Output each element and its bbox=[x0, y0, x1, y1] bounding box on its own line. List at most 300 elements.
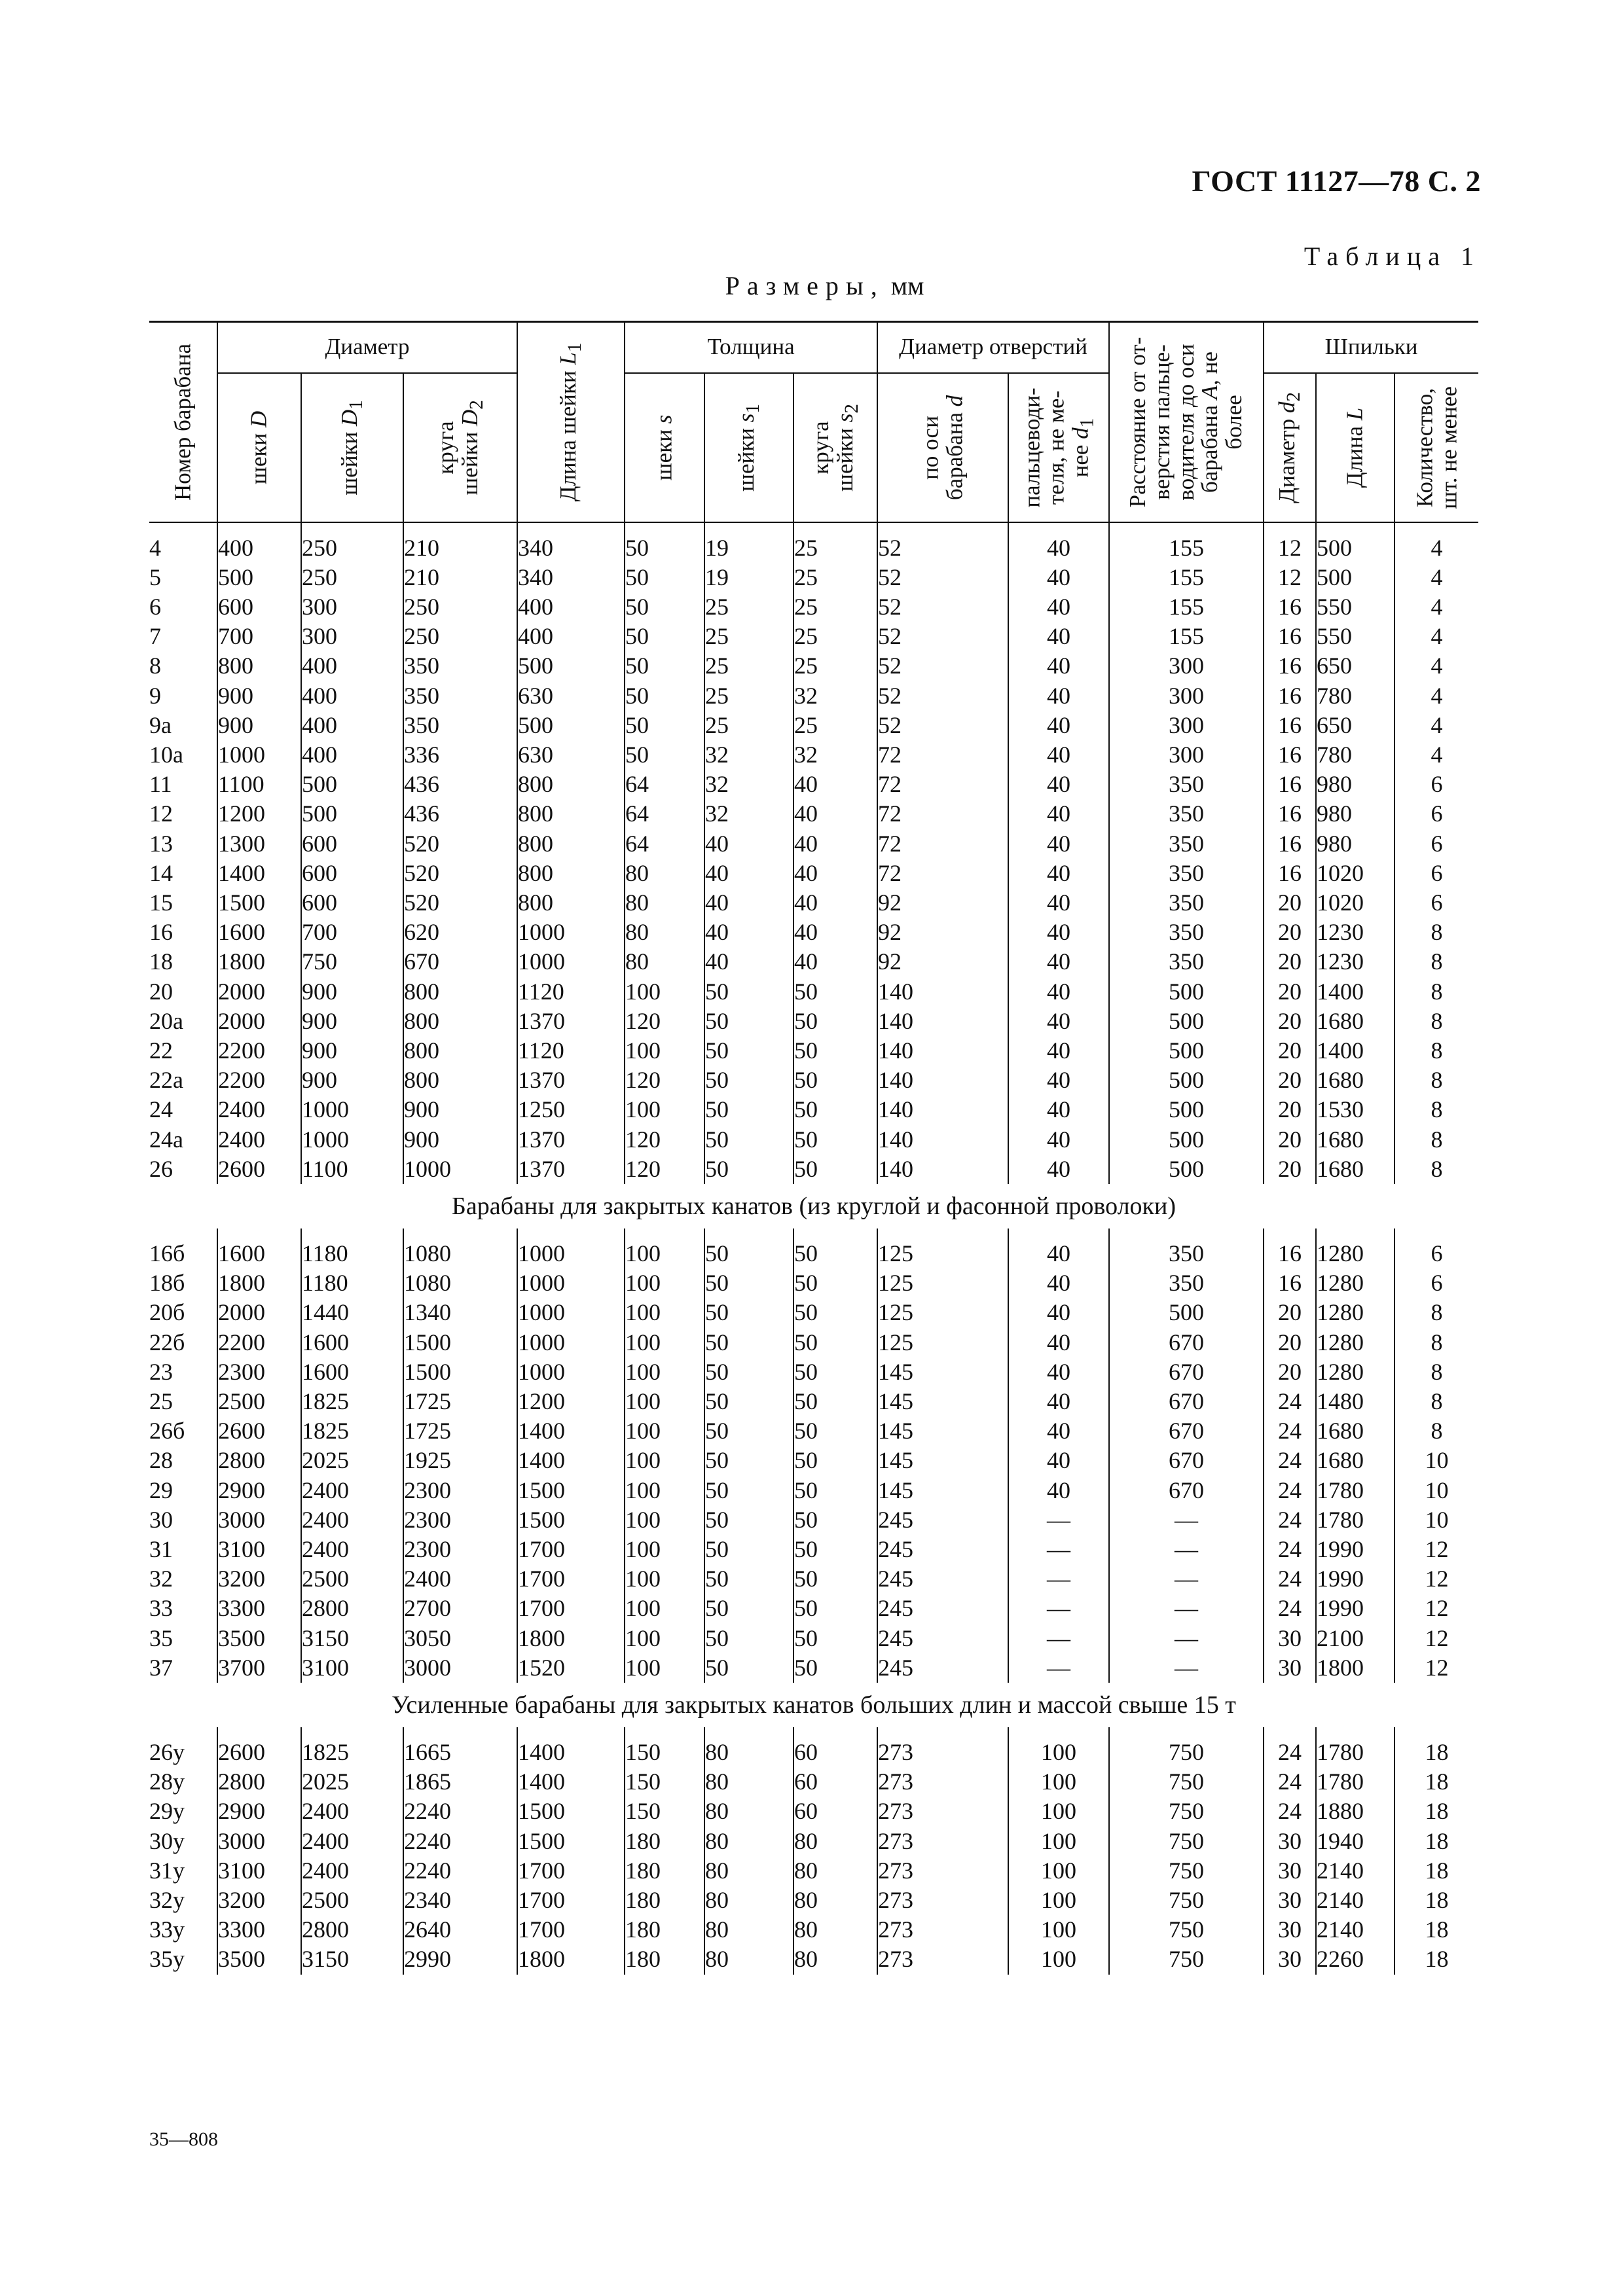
table-cell: 9а bbox=[149, 711, 172, 738]
table-row bbox=[149, 1827, 1478, 1856]
col-d-neck: шеки D bbox=[217, 373, 301, 522]
table-row bbox=[149, 770, 1478, 799]
table-cell: 2240 bbox=[403, 1797, 517, 1826]
table-cell: 33у bbox=[149, 1916, 185, 1943]
table-cell: 20 bbox=[1264, 1066, 1316, 1095]
table-cell: 50 bbox=[704, 1624, 793, 1653]
table-row bbox=[149, 1416, 1478, 1446]
table-cell: 80 bbox=[704, 1886, 793, 1915]
table-cell: 52 bbox=[877, 592, 1008, 622]
table-cell: 25 bbox=[704, 711, 793, 740]
table-cell: 60 bbox=[793, 1727, 877, 1767]
table-cell: 80 bbox=[704, 1827, 793, 1856]
table-cell: 16 bbox=[1264, 711, 1316, 740]
table-cell: 16 bbox=[1264, 859, 1316, 888]
table-cell: 40 bbox=[704, 947, 793, 977]
table-cell: 25 bbox=[793, 522, 877, 563]
table-cell: 100 bbox=[1008, 1915, 1109, 1945]
table-cell: 4 bbox=[1395, 651, 1478, 681]
table-cell: 900 bbox=[217, 681, 301, 711]
table-row bbox=[149, 622, 1478, 651]
table-cell: 1370 bbox=[517, 1066, 625, 1095]
table-cell: 50 bbox=[704, 1416, 793, 1446]
table-cell: 1500 bbox=[217, 888, 301, 918]
table-cell: 100 bbox=[1008, 1767, 1109, 1797]
table-cell: 3000 bbox=[217, 1827, 301, 1856]
table-cell: 630 bbox=[517, 681, 625, 711]
table-cell: 2400 bbox=[301, 1827, 403, 1856]
table-cell: 16б bbox=[149, 1240, 185, 1266]
table-cell: 100 bbox=[625, 1229, 704, 1268]
table-cell: 2200 bbox=[217, 1328, 301, 1357]
col-t-neck: шеки s bbox=[625, 373, 704, 522]
table-cell: 80 bbox=[793, 1945, 877, 1974]
table-cell: 273 bbox=[877, 1797, 1008, 1826]
table-cell: 4 bbox=[1395, 592, 1478, 622]
table-cell: 800 bbox=[517, 859, 625, 888]
table-cell: 25 bbox=[793, 592, 877, 622]
table-cell: 80 bbox=[704, 1945, 793, 1974]
table-cell: 670 bbox=[1109, 1357, 1264, 1387]
table-cell: 16 bbox=[1264, 1268, 1316, 1298]
table-cell: 52 bbox=[877, 651, 1008, 681]
table-cell: 18 bbox=[1395, 1827, 1478, 1856]
table-cell: 18 bbox=[149, 948, 173, 975]
table-cell: 350 bbox=[1109, 918, 1264, 947]
table-cell: 72 bbox=[877, 859, 1008, 888]
table-cell: 50 bbox=[704, 1298, 793, 1327]
table-cell: — bbox=[1109, 1624, 1264, 1653]
section-title-row bbox=[149, 1184, 1478, 1229]
table-cell: 40 bbox=[1008, 1357, 1109, 1387]
table-cell: 80 bbox=[704, 1856, 793, 1886]
table-body bbox=[149, 522, 1478, 1975]
table-cell: 1680 bbox=[1316, 1066, 1395, 1095]
table-row bbox=[149, 1915, 1478, 1945]
table-cell: 1800 bbox=[217, 1268, 301, 1298]
table-cell: 800 bbox=[403, 1036, 517, 1066]
table-cell: 22б bbox=[149, 1329, 185, 1355]
table-cell: 2800 bbox=[217, 1446, 301, 1475]
table-cell: 800 bbox=[403, 1066, 517, 1095]
table-cell: 35у bbox=[149, 1946, 185, 1973]
table-cell: 300 bbox=[1109, 651, 1264, 681]
table-cell: 1500 bbox=[517, 1827, 625, 1856]
table-cell: 40 bbox=[793, 799, 877, 829]
table-cell: 80 bbox=[793, 1886, 877, 1915]
table-cell: 1680 bbox=[1316, 1007, 1395, 1036]
table-cell: 40 bbox=[793, 859, 877, 888]
table-cell: 1400 bbox=[1316, 977, 1395, 1007]
table-cell: 52 bbox=[877, 681, 1008, 711]
table-cell: 40 bbox=[1008, 1095, 1109, 1124]
table-cell: 1300 bbox=[217, 829, 301, 859]
table-cell: 100 bbox=[625, 1298, 704, 1327]
table-cell: 1700 bbox=[517, 1564, 625, 1594]
table-cell: 180 bbox=[625, 1886, 704, 1915]
table-cell: 155 bbox=[1109, 622, 1264, 651]
dimensions-table bbox=[149, 321, 1478, 1975]
table-row bbox=[149, 947, 1478, 977]
table-cell: 900 bbox=[301, 1007, 403, 1036]
table-cell: 3700 bbox=[217, 1653, 301, 1683]
table-cell: 6 bbox=[1395, 829, 1478, 859]
table-cell: 1370 bbox=[517, 1125, 625, 1155]
table-cell: 8 bbox=[1395, 977, 1478, 1007]
col-drum-number: Номер барабана bbox=[149, 322, 217, 522]
table-row bbox=[149, 1387, 1478, 1416]
table-cell: 245 bbox=[877, 1624, 1008, 1653]
table-cell: 16 bbox=[1264, 740, 1316, 770]
table-cell: 3150 bbox=[301, 1624, 403, 1653]
table-cell: 12 bbox=[149, 800, 173, 827]
table-cell: 500 bbox=[1109, 1036, 1264, 1066]
table-cell: 1100 bbox=[217, 770, 301, 799]
table-cell: 25 bbox=[793, 651, 877, 681]
table-cell: 29 bbox=[149, 1477, 173, 1503]
table-cell: 20 bbox=[149, 978, 173, 1005]
table-cell: 26у bbox=[149, 1739, 185, 1766]
col-neck-length: Длина шейки $L_1$ bbox=[517, 322, 625, 522]
table-cell: 1800 bbox=[517, 1624, 625, 1653]
table-cell: 1120 bbox=[517, 977, 625, 1007]
table-cell: 120 bbox=[625, 1066, 704, 1095]
table-cell: 3100 bbox=[217, 1535, 301, 1564]
table-cell: 1480 bbox=[1316, 1387, 1395, 1416]
table-cell: 20 bbox=[1264, 1298, 1316, 1327]
table-cell: 245 bbox=[877, 1653, 1008, 1683]
table-cell: 25 bbox=[704, 651, 793, 681]
table-cell: 12 bbox=[1264, 563, 1316, 592]
table-cell: 18б bbox=[149, 1270, 185, 1297]
table-cell: 50 bbox=[793, 1416, 877, 1446]
col-group-thickness: Толщина bbox=[625, 322, 877, 373]
table-cell: 180 bbox=[625, 1945, 704, 1974]
table-cell: 155 bbox=[1109, 592, 1264, 622]
table-cell: 23 bbox=[149, 1358, 173, 1385]
table-cell: 25 bbox=[149, 1388, 173, 1414]
table-cell: 100 bbox=[625, 1594, 704, 1623]
table-cell: 50 bbox=[704, 977, 793, 1007]
table-cell: 50 bbox=[625, 711, 704, 740]
table-header bbox=[149, 322, 1478, 522]
table-cell: 20 bbox=[1264, 1328, 1316, 1357]
table-row bbox=[149, 1155, 1478, 1184]
table-cell: 40 bbox=[1008, 1155, 1109, 1184]
table-cell: 12 bbox=[1395, 1564, 1478, 1594]
table-cell: — bbox=[1109, 1505, 1264, 1535]
table-cell: 400 bbox=[301, 711, 403, 740]
table-cell: 2400 bbox=[301, 1505, 403, 1535]
table-row bbox=[149, 592, 1478, 622]
table-cell: 10 bbox=[1395, 1446, 1478, 1475]
col-d-neck1: шейки $D_1$ bbox=[301, 373, 403, 522]
col-t-circle: круга шейки $s_2$ bbox=[793, 373, 877, 522]
table-cell: 245 bbox=[877, 1535, 1008, 1564]
table-cell: 336 bbox=[403, 740, 517, 770]
table-cell: 40 bbox=[793, 947, 877, 977]
table-cell: 40 bbox=[1008, 947, 1109, 977]
table-row bbox=[149, 1268, 1478, 1298]
table-cell: 1250 bbox=[517, 1095, 625, 1124]
table-cell: 40 bbox=[1008, 918, 1109, 947]
table-cell: 180 bbox=[625, 1856, 704, 1886]
table-cell: 2200 bbox=[217, 1036, 301, 1066]
table-cell: 100 bbox=[1008, 1827, 1109, 1856]
table-cell: 40 bbox=[704, 859, 793, 888]
table-cell: 16 bbox=[1264, 622, 1316, 651]
table-cell: 28у bbox=[149, 1768, 185, 1795]
table-cell: — bbox=[1008, 1564, 1109, 1594]
table-row bbox=[149, 651, 1478, 681]
table-cell: 50 bbox=[793, 1357, 877, 1387]
table-cell: 50 bbox=[704, 1446, 793, 1475]
table-cell: 60 bbox=[793, 1767, 877, 1797]
table-cell: 140 bbox=[877, 1095, 1008, 1124]
table-cell: 700 bbox=[217, 622, 301, 651]
table-cell: 50 bbox=[625, 563, 704, 592]
table-cell: 2300 bbox=[403, 1505, 517, 1535]
table-cell: 250 bbox=[301, 522, 403, 563]
table-row bbox=[149, 1095, 1478, 1124]
table-cell: — bbox=[1008, 1624, 1109, 1653]
table-cell: 1990 bbox=[1316, 1535, 1395, 1564]
table-cell: 50 bbox=[793, 1095, 877, 1124]
table-cell: 800 bbox=[403, 1007, 517, 1036]
page-header: ГОСТ 11127—78 С. 2 bbox=[1192, 164, 1481, 198]
table-cell: 1080 bbox=[403, 1268, 517, 1298]
table-cell: 24а bbox=[149, 1126, 183, 1153]
table-cell: 50 bbox=[793, 1594, 877, 1623]
table-cell: 1400 bbox=[517, 1767, 625, 1797]
table-cell: 1725 bbox=[403, 1387, 517, 1416]
table-cell: 3000 bbox=[217, 1505, 301, 1535]
table-cell: 32 bbox=[793, 681, 877, 711]
table-row bbox=[149, 1357, 1478, 1387]
table-cell: 100 bbox=[625, 1416, 704, 1446]
table-cell: 3050 bbox=[403, 1624, 517, 1653]
table-cell: 50 bbox=[704, 1036, 793, 1066]
table-cell: 150 bbox=[625, 1727, 704, 1767]
table-cell: 1940 bbox=[1316, 1827, 1395, 1856]
table-cell: 52 bbox=[877, 522, 1008, 563]
table-cell: 350 bbox=[1109, 888, 1264, 918]
table-cell: 18 bbox=[1395, 1915, 1478, 1945]
table-cell: 750 bbox=[1109, 1767, 1264, 1797]
table-cell: 3100 bbox=[301, 1653, 403, 1683]
table-cell: 25 bbox=[704, 622, 793, 651]
table-row bbox=[149, 1505, 1478, 1535]
table-cell: 500 bbox=[217, 563, 301, 592]
table-cell: 620 bbox=[403, 918, 517, 947]
table-cell: 52 bbox=[877, 563, 1008, 592]
table-cell: 100 bbox=[1008, 1886, 1109, 1915]
table-cell: 1680 bbox=[1316, 1125, 1395, 1155]
table-cell: 16 bbox=[1264, 681, 1316, 711]
table-cell: 1280 bbox=[1316, 1357, 1395, 1387]
table-cell: 40 bbox=[1008, 681, 1109, 711]
table-cell: 1825 bbox=[301, 1416, 403, 1446]
col-group-diameter: Диаметр bbox=[217, 322, 517, 373]
table-cell: 3300 bbox=[217, 1915, 301, 1945]
table-cell: 40 bbox=[1008, 1125, 1109, 1155]
table-cell: 2400 bbox=[217, 1095, 301, 1124]
table-cell: 700 bbox=[301, 918, 403, 947]
table-cell: 4 bbox=[1395, 522, 1478, 563]
table-cell: 400 bbox=[517, 622, 625, 651]
table-row bbox=[149, 1797, 1478, 1826]
table-cell: 72 bbox=[877, 740, 1008, 770]
table-cell: 3150 bbox=[301, 1945, 403, 1974]
table-cell: 1000 bbox=[517, 1298, 625, 1327]
table-cell: — bbox=[1008, 1594, 1109, 1623]
table-cell: 14 bbox=[149, 859, 173, 886]
table-cell: 400 bbox=[301, 681, 403, 711]
table-cell: 8 bbox=[149, 653, 161, 679]
table-cell: 1020 bbox=[1316, 859, 1395, 888]
table-cell: 12 bbox=[1395, 1624, 1478, 1653]
table-cell: 2500 bbox=[301, 1886, 403, 1915]
table-cell: 1280 bbox=[1316, 1229, 1395, 1268]
table-cell: 1825 bbox=[301, 1387, 403, 1416]
table-cell: 50 bbox=[704, 1155, 793, 1184]
table-cell: 750 bbox=[1109, 1915, 1264, 1945]
table-cell: 50 bbox=[625, 740, 704, 770]
table-cell: 100 bbox=[1008, 1856, 1109, 1886]
table-cell: 250 bbox=[403, 622, 517, 651]
table-row bbox=[149, 1886, 1478, 1915]
table-cell: 6 bbox=[1395, 859, 1478, 888]
table-cell: 40 bbox=[1008, 1446, 1109, 1475]
col-group-holes: Диаметр отверстий bbox=[877, 322, 1109, 373]
footer-code: 35—808 bbox=[149, 2128, 218, 2150]
table-cell: 13 bbox=[149, 830, 173, 857]
table-cell: 80 bbox=[625, 947, 704, 977]
table-cell: 500 bbox=[1109, 1298, 1264, 1327]
table-cell: 100 bbox=[625, 1036, 704, 1066]
table-cell: 100 bbox=[625, 1357, 704, 1387]
table-cell: 12 bbox=[1395, 1535, 1478, 1564]
table-row bbox=[149, 918, 1478, 947]
table-cell: 30 bbox=[1264, 1827, 1316, 1856]
table-cell: 750 bbox=[1109, 1886, 1264, 1915]
table-cell: 1000 bbox=[517, 1328, 625, 1357]
table-cell: 16 bbox=[1264, 770, 1316, 799]
table-cell: 4 bbox=[1395, 711, 1478, 740]
table-cell: 2900 bbox=[217, 1797, 301, 1826]
table-cell: 250 bbox=[301, 563, 403, 592]
col-hole-finger: пальцеводи- теля, не ме- нее $d_1$ bbox=[1008, 373, 1109, 522]
table-cell: 4 bbox=[1395, 681, 1478, 711]
table-row bbox=[149, 888, 1478, 918]
table-cell: 40 bbox=[1008, 829, 1109, 859]
col-t-neck1: шейки $s_1$ bbox=[704, 373, 793, 522]
table-cell: 40 bbox=[1008, 563, 1109, 592]
table-cell: 300 bbox=[301, 622, 403, 651]
table-cell: 20 bbox=[1264, 977, 1316, 1007]
table-cell: 50 bbox=[793, 1125, 877, 1155]
table-cell: 800 bbox=[217, 651, 301, 681]
table-row bbox=[149, 1476, 1478, 1505]
table-cell: 50 bbox=[793, 977, 877, 1007]
table-cell: 30 bbox=[1264, 1886, 1316, 1915]
table-cell: 150 bbox=[625, 1767, 704, 1797]
table-cell: 5 bbox=[149, 564, 161, 590]
table-row bbox=[149, 1945, 1478, 1974]
table-cell: 800 bbox=[517, 888, 625, 918]
table-cell: 100 bbox=[625, 1653, 704, 1683]
col-d-circle: круга шейки $D_2$ bbox=[403, 373, 517, 522]
table-cell: 50 bbox=[704, 1125, 793, 1155]
table-cell: 24 bbox=[1264, 1797, 1316, 1826]
table-cell: 500 bbox=[1109, 1007, 1264, 1036]
table-cell: 40 bbox=[1008, 622, 1109, 651]
table-cell: 125 bbox=[877, 1268, 1008, 1298]
table-cell: 31 bbox=[149, 1536, 173, 1562]
table-row bbox=[149, 1535, 1478, 1564]
table-cell: 1120 bbox=[517, 1036, 625, 1066]
table-cell: 18 bbox=[1395, 1945, 1478, 1974]
table-cell: 80 bbox=[704, 1797, 793, 1826]
table-cell: 1500 bbox=[517, 1476, 625, 1505]
table-cell: 19 bbox=[704, 522, 793, 563]
table-cell: 980 bbox=[1316, 770, 1395, 799]
table-cell: 8 bbox=[1395, 1125, 1478, 1155]
table-cell: 50 bbox=[704, 1268, 793, 1298]
table-cell: 1280 bbox=[1316, 1328, 1395, 1357]
table-cell: 1665 bbox=[403, 1727, 517, 1767]
table-cell: 780 bbox=[1316, 740, 1395, 770]
table-cell: 92 bbox=[877, 947, 1008, 977]
table-cell: 1080 bbox=[403, 1229, 517, 1268]
table-cell: 50 bbox=[704, 1229, 793, 1268]
table-cell: 24 bbox=[1264, 1476, 1316, 1505]
table-cell: 100 bbox=[625, 1268, 704, 1298]
table-cell: 72 bbox=[877, 770, 1008, 799]
table-cell: 273 bbox=[877, 1915, 1008, 1945]
table-cell: 2400 bbox=[301, 1856, 403, 1886]
table-cell: 500 bbox=[301, 770, 403, 799]
table-cell: 2025 bbox=[301, 1446, 403, 1475]
table-cell: 2140 bbox=[1316, 1886, 1395, 1915]
table-cell: 92 bbox=[877, 918, 1008, 947]
table-cell: 250 bbox=[403, 592, 517, 622]
table-cell: 1400 bbox=[517, 1727, 625, 1767]
table-cell: 50 bbox=[704, 1564, 793, 1594]
table-cell: 1340 bbox=[403, 1298, 517, 1327]
table-cell: 2400 bbox=[403, 1564, 517, 1594]
table-cell: 100 bbox=[625, 1624, 704, 1653]
table-cell: 520 bbox=[403, 829, 517, 859]
table-cell: 50 bbox=[793, 1229, 877, 1268]
table-cell: 800 bbox=[517, 799, 625, 829]
table-cell: — bbox=[1109, 1594, 1264, 1623]
table-cell: 350 bbox=[403, 711, 517, 740]
table-cell: 30 bbox=[1264, 1915, 1316, 1945]
table-cell: 1530 bbox=[1316, 1095, 1395, 1124]
table-cell: 80 bbox=[704, 1767, 793, 1797]
table-cell: 1925 bbox=[403, 1446, 517, 1475]
table-cell: 50 bbox=[793, 1446, 877, 1475]
table-cell: 3000 bbox=[403, 1653, 517, 1683]
table-cell: 670 bbox=[1109, 1476, 1264, 1505]
table-cell: 50 bbox=[704, 1007, 793, 1036]
table-cell: 20 bbox=[1264, 888, 1316, 918]
table-row bbox=[149, 1007, 1478, 1036]
table-cell: 40 bbox=[1008, 1298, 1109, 1327]
table-cell: 100 bbox=[625, 1095, 704, 1124]
table-cell: 2990 bbox=[403, 1945, 517, 1974]
